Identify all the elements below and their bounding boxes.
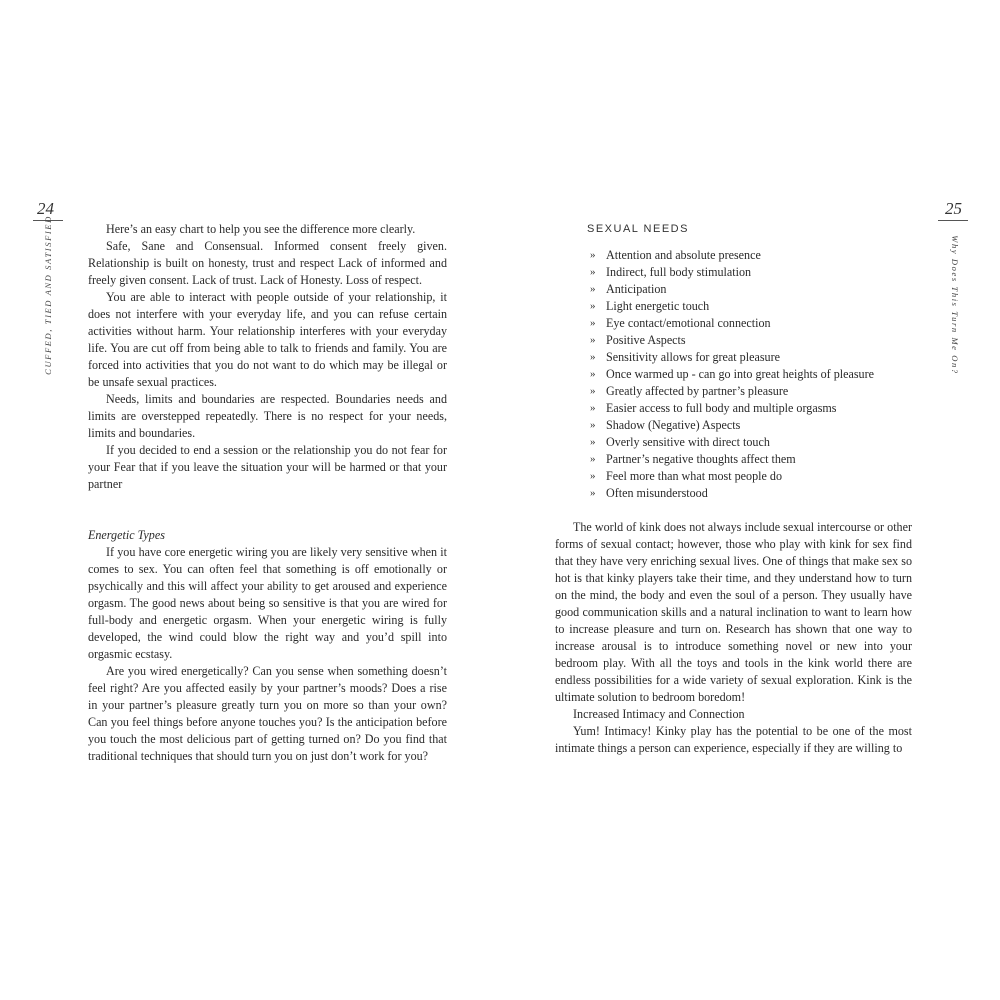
- paragraph: Yum! Intimacy! Kinky play has the potential to be one of the most intimate things a person can experience, especially if they are willing to: [555, 724, 912, 755]
- bullet-icon: »: [590, 283, 596, 295]
- bullet-icon: »: [590, 385, 596, 397]
- list-item: » Sensitivity allows for great pleasure: [590, 350, 780, 364]
- list-item: » Eye contact/emotional connection: [590, 316, 771, 330]
- paragraph: If you decided to end a session or the relationship you do not fear for your Fear that if you leave the situation your will be harmed or that your partner: [88, 443, 447, 491]
- list-item: » Anticipation: [590, 282, 667, 296]
- bullet-icon: »: [590, 334, 596, 346]
- list-item: » Shadow (Negative) Aspects: [590, 418, 741, 432]
- bullet-icon: »: [590, 351, 596, 363]
- paragraph: Are you wired energetically? Can you sense when something doesn’t feel right? Are you affected easily by your partner’s moods? Does a rise in your partner’s pleasure greatly turn you on more so than your own? Can you feel things before anyone touches you? Is the anticipation before you touch the most delicious part of getting turned on? Do you find that traditional techniques that should turn you on just don’t work for you?: [88, 664, 447, 763]
- bullet-icon: »: [590, 402, 596, 414]
- running-head-left: CUFFED, TIED AND SATISFIED: [43, 215, 53, 375]
- sexual-needs-list: [590, 247, 920, 502]
- list-item: » Light energetic touch: [590, 299, 710, 313]
- paragraph: Needs, limits and boundaries are respected. Boundaries needs and limits are overstepped repeatedly. There is no respect for your needs, limits and boundaries.: [88, 392, 447, 440]
- right-body-text: [555, 519, 912, 757]
- paragraph-gap: [88, 510, 447, 527]
- list-item: » Positive Aspects: [590, 333, 686, 347]
- left-body-text: [88, 221, 447, 765]
- bullet-icon: »: [590, 436, 596, 448]
- list-item: » Once warmed up - can go into great heights of pleasure: [590, 367, 874, 381]
- paragraph: Here’s an easy chart to help you see the difference more clearly.: [106, 222, 416, 236]
- paragraph: If you have core energetic wiring you are likely very sensitive when it comes to sex. You can often feel that something is off emotionally or psychically and this will affect your ability to get aroused and experience orgasm. The good news about being so sensitive is that you are wired for full-body and energetic orgasm. When your energetic wiring is fully developed, the wind could blow the right way and you’d spill into orgasmic ecstasy.: [88, 545, 447, 661]
- page-number-left: 24: [37, 199, 54, 218]
- list-item: » Indirect, full body stimulation: [590, 265, 752, 279]
- list-item: » Easier access to full body and multiple orgasms: [590, 401, 837, 415]
- list-item: » Overly sensitive with direct touch: [590, 435, 770, 449]
- list-item: » Often misunderstood: [590, 486, 708, 500]
- bullet-icon: »: [590, 249, 596, 261]
- paragraph: You are able to interact with people outside of your relationship, it does not interfere with your everyday life, and you can refuse certain activities without harm. Your relationship interferes with your everyday life. You are cut off from being able to talk to friends and family. You are forced into activities that you do not want to do which may be illegal or be unsafe sexual practices.: [88, 290, 447, 389]
- section-heading-sexual-needs: SEXUAL NEEDS: [587, 223, 689, 235]
- bullet-icon: »: [590, 368, 596, 380]
- list-item: » Attention and absolute presence: [590, 248, 761, 262]
- bullet-icon: »: [590, 470, 596, 482]
- paragraph-gap: [88, 493, 447, 510]
- list-item: » Feel more than what most people do: [590, 469, 782, 483]
- paragraph: The world of kink does not always include sexual intercourse or other forms of sexual contact; however, those who play with kink for sex find that they have very enriching sexual lives. One of things that make sex so hot is that kinky players take their time, and they understand how to turn on the mind, the body and even the soul of a person. They usually have good communication skills and a natural inclination to want to learn how to increase pleasure and turn on. Research has shown that one way to increase arousal is to introduce something novel or new into your bedroom play. With all the toys and tools in the kink world there are endless possibilities for a wide variety of sexual exploration. Kink is the ultimate solution to bedroom boredom!: [555, 520, 912, 704]
- subheading-energetic-types: Energetic Types: [88, 528, 165, 542]
- bullet-icon: »: [590, 266, 596, 278]
- running-head-right: Why Does This Turn Me On?: [950, 235, 960, 375]
- page-number-right: 25: [945, 199, 962, 218]
- list-item: » Partner’s negative thoughts affect them: [590, 452, 796, 466]
- bullet-icon: »: [590, 453, 596, 465]
- bullet-icon: »: [590, 317, 596, 329]
- subheading-intimacy: Increased Intimacy and Connection: [573, 707, 745, 721]
- bullet-icon: »: [590, 419, 596, 431]
- bullet-icon: »: [590, 487, 596, 499]
- bullet-icon: »: [590, 300, 596, 312]
- list-item: » Greatly affected by partner’s pleasure: [590, 384, 789, 398]
- paragraph: Safe, Sane and Consensual. Informed consent freely given. Relationship is built on honesty, trust and respect Lack of informed and freely given consent. Lack of trust. Lack of Honesty. Loss of respect.: [88, 239, 447, 287]
